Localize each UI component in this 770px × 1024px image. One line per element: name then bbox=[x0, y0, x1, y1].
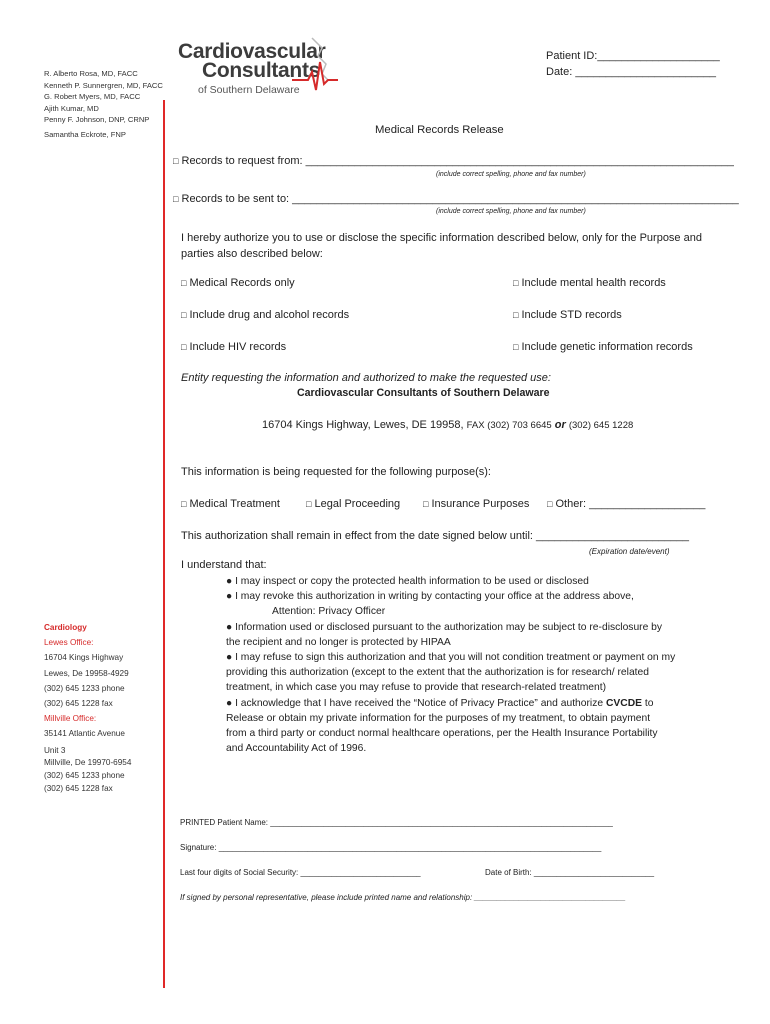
staff-name: Kenneth P. Sunnergren, MD, FACC bbox=[44, 80, 163, 90]
ack-text: ● I acknowledge that I have received the “Notice of Privacy Practice” and authorize bbox=[226, 697, 606, 709]
phone-line: (302) 645 1233 phone bbox=[44, 683, 125, 693]
millville-office-label: Millville Office: bbox=[44, 714, 97, 724]
ssn-field[interactable]: Last four digits of Social Security: ___________________________ bbox=[180, 868, 421, 877]
sent-to-label: Records to be sent to: _________________________________________________________________________ bbox=[181, 193, 739, 205]
list-item: ● I may revoke this authorization in writing by contacting your office at the address above, bbox=[226, 591, 634, 603]
address-line: Lewes, De 19958-4929 bbox=[44, 668, 129, 678]
option-std[interactable] bbox=[513, 309, 622, 321]
dob-field[interactable]: Date of Birth: ___________________________ bbox=[485, 868, 655, 877]
request-from-field[interactable] bbox=[173, 155, 734, 167]
option-label: Include HIV records bbox=[189, 341, 287, 353]
list-item: and Accountability Act of 1996. bbox=[226, 743, 367, 755]
sent-to-hint: (include correct spelling, phone and fax number) bbox=[436, 208, 586, 215]
ack-text-end: to bbox=[642, 697, 654, 709]
entity-fax: FAX (302) 703 6645 bbox=[466, 420, 552, 431]
request-from-label: Records to request from: ______________________________________________________________________ bbox=[181, 155, 734, 167]
logo-line-3: of Southern Delaware bbox=[198, 84, 300, 96]
option-label: Include genetic information records bbox=[521, 341, 693, 353]
understand-heading: I understand that: bbox=[181, 559, 267, 571]
checkbox-icon: □ bbox=[173, 194, 179, 204]
office-sidebar bbox=[44, 620, 131, 795]
list-item bbox=[226, 696, 756, 711]
list-item: ● I may inspect or copy the protected health information to be used or disclosed bbox=[226, 576, 589, 587]
entity-phone: (302) 645 1228 bbox=[568, 420, 634, 431]
address-line: 16704 Kings Highway bbox=[44, 653, 124, 663]
sent-to-field[interactable] bbox=[173, 193, 739, 205]
purpose-option-label: Legal Proceeding bbox=[314, 498, 401, 510]
address-line: Millville, De 19970-6954 bbox=[44, 757, 132, 767]
option-label: Include mental health records bbox=[521, 277, 666, 289]
ack-entity: CVCDE bbox=[605, 697, 643, 709]
address-line: Unit 3 bbox=[44, 745, 66, 755]
logo-line-1: Cardiovascular bbox=[178, 40, 326, 63]
checkbox-icon: □ bbox=[513, 310, 519, 320]
checkbox-icon: □ bbox=[513, 342, 519, 352]
purpose-insurance[interactable] bbox=[423, 498, 529, 510]
address-line: 35141 Atlantic Avenue bbox=[44, 729, 125, 739]
checkbox-icon: □ bbox=[181, 310, 187, 320]
purpose-option-label: Medical Treatment bbox=[189, 498, 280, 510]
option-mental-health[interactable] bbox=[513, 277, 666, 289]
entity-address: 16704 Kings Highway, Lewes, DE 19958, bbox=[262, 419, 464, 431]
checkbox-icon: □ bbox=[423, 499, 429, 509]
checkbox-icon: □ bbox=[173, 156, 179, 166]
form-title: Medical Records Release bbox=[375, 124, 504, 136]
staff-name: Penny F. Johnson, DNP, CRNP bbox=[44, 115, 150, 125]
signature-field[interactable]: Signature: ______________________________________________________________________________________ bbox=[180, 843, 602, 852]
patient-id-field[interactable]: Patient ID:____________________ bbox=[546, 50, 720, 62]
staff-name: Samantha Eckrote, FNP bbox=[44, 129, 126, 139]
entity-label: Entity requesting the information and authorized to make the requested use: bbox=[181, 372, 551, 384]
option-genetic[interactable] bbox=[513, 341, 693, 353]
option-hiv[interactable] bbox=[181, 341, 286, 353]
lewes-office-label: Lewes Office: bbox=[44, 638, 94, 648]
list-item: Release or obtain my private information for the purposes of my treatment, to obtain payment bbox=[226, 712, 651, 724]
staff-name: Ajith Kumar, MD bbox=[44, 103, 99, 113]
option-label: Include STD records bbox=[521, 309, 622, 321]
option-drug-alcohol[interactable] bbox=[181, 309, 349, 321]
option-label: Include drug and alcohol records bbox=[189, 309, 350, 321]
purpose-label: This information is being requested for the following purpose(s): bbox=[181, 466, 491, 478]
list-item: treatment, in which case you may refuse to provide that research-related treatment) bbox=[226, 682, 607, 694]
understand-list bbox=[226, 574, 756, 756]
date-field[interactable]: Date: _______________________ bbox=[546, 66, 717, 78]
purpose-legal-proceeding[interactable] bbox=[306, 498, 400, 510]
logo-line-2: Consultants bbox=[202, 59, 321, 82]
checkbox-icon: □ bbox=[513, 278, 519, 288]
staff-list bbox=[44, 68, 163, 141]
patient-info bbox=[546, 48, 720, 80]
purpose-medical-treatment[interactable] bbox=[181, 498, 280, 510]
entity-name: Cardiovascular Consultants of Southern Delaware bbox=[297, 387, 550, 399]
staff-name: G. Robert Myers, MD, FACC bbox=[44, 92, 141, 102]
list-item: providing this authorization (except to the extent that the authorization is for research/ related bbox=[226, 667, 649, 679]
expiration-hint: (Expiration date/event) bbox=[589, 547, 670, 556]
list-item: ● Information used or disclosed pursuant to the authorization may be subject to re-disclosure by bbox=[226, 621, 663, 633]
printed-name-field[interactable]: PRINTED Patient Name: _____________________________________________________________________________ bbox=[180, 818, 613, 827]
sidebar-heading: Cardiology bbox=[44, 623, 87, 632]
authorize-text: I hereby authorize you to use or disclose the specific information described below, only for the Purpose and parties also described below: bbox=[181, 232, 702, 260]
purpose-option-label: Insurance Purposes bbox=[431, 498, 530, 510]
request-from-hint: (include correct spelling, phone and fax number) bbox=[436, 171, 586, 178]
staff-name: R. Alberto Rosa, MD, FACC bbox=[44, 69, 138, 78]
option-label: Medical Records only bbox=[189, 277, 295, 289]
expiration-field[interactable]: This authorization shall remain in effect from the date signed below until: _________________________ bbox=[181, 530, 689, 542]
checkbox-icon: □ bbox=[181, 342, 187, 352]
option-medical-records[interactable] bbox=[181, 277, 295, 289]
checkbox-icon: □ bbox=[306, 499, 312, 509]
list-item: from a third party or conduct normal healthcare operations, per the Health Insurance Portability bbox=[226, 728, 658, 740]
entity-address-line bbox=[262, 419, 633, 431]
purpose-option-label: Other: ___________________ bbox=[555, 498, 706, 510]
checkbox-icon: □ bbox=[547, 499, 553, 509]
list-item: Attention: Privacy Officer bbox=[272, 606, 386, 618]
checkbox-icon: □ bbox=[181, 499, 187, 509]
logo bbox=[178, 40, 338, 104]
fax-line: (302) 645 1228 fax bbox=[44, 699, 113, 709]
fax-line: (302) 645 1228 fax bbox=[44, 783, 113, 793]
representative-field[interactable]: If signed by personal representative, please include printed name and relationship: __________________________________ bbox=[180, 893, 626, 902]
checkbox-icon: □ bbox=[181, 278, 187, 288]
entity-or: or bbox=[554, 419, 566, 431]
list-item: ● I may refuse to sign this authorization and that you will not condition treatment or payment on my bbox=[226, 652, 676, 664]
phone-line: (302) 645 1233 phone bbox=[44, 770, 125, 780]
list-item: the recipient and no longer is protected by HIPAA bbox=[226, 636, 451, 648]
heartbeat-icon bbox=[282, 34, 340, 100]
purpose-other[interactable] bbox=[547, 498, 705, 510]
divider-line bbox=[163, 100, 165, 988]
